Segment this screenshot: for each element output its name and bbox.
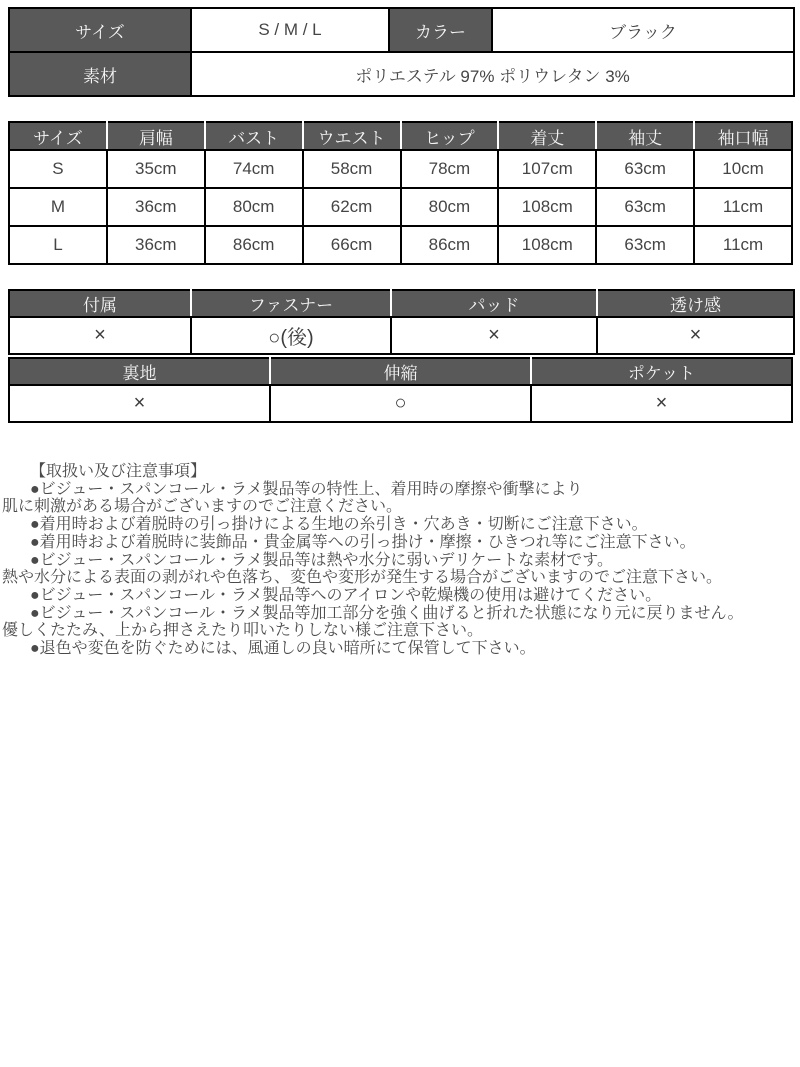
meas-cell: 80cm (205, 188, 303, 226)
header-sheerness: 透け感 (597, 290, 794, 317)
meas-cell: 66cm (303, 226, 401, 264)
meas-cell: 63cm (596, 226, 694, 264)
meas-cell: 74cm (205, 150, 303, 188)
spec-size-value: S / M / L (191, 8, 389, 52)
value-lining: × (9, 385, 270, 422)
care-notes (2, 463, 793, 658)
size-label: L (9, 226, 107, 264)
size-label: S (9, 150, 107, 188)
meas-cell: 35cm (107, 150, 205, 188)
spec-table (8, 7, 795, 97)
header-shoulder-width: 肩幅 (107, 122, 205, 150)
spec-row-material (9, 52, 794, 96)
meas-cell: 108cm (498, 188, 596, 226)
header-size: サイズ (9, 122, 107, 150)
header-hip: ヒップ (401, 122, 499, 150)
note-line: ●ビジュー・スパンコール・ラメ製品等は熱や水分に弱いデリケートな素材です。 (30, 551, 613, 569)
features-table-a (8, 289, 795, 355)
spec-size-label: サイズ (9, 8, 191, 52)
spec-row-size-color (9, 8, 794, 52)
header-pads: パッド (391, 290, 597, 317)
meas-cell: 86cm (401, 226, 499, 264)
meas-cell: 62cm (303, 188, 401, 226)
value-pockets: × (531, 385, 792, 422)
features-a-value-row (9, 317, 794, 354)
meas-cell: 36cm (107, 188, 205, 226)
value-fastener: ○(後) (191, 317, 391, 354)
meas-cell: 63cm (596, 150, 694, 188)
meas-cell: 36cm (107, 226, 205, 264)
header-lining: 裏地 (9, 358, 270, 385)
note-line-cont: 優しくたたみ、上から押さえたり叩いたりしない様ご注意下さい。 (2, 622, 483, 640)
meas-cell: 11cm (694, 226, 792, 264)
note-line: ●着用時および着脱時の引っ掛けによる生地の糸引き・穴あき・切断にご注意下さい。 (30, 516, 648, 534)
meas-cell: 80cm (401, 188, 499, 226)
note-line-cont: 熱や水分による表面の剥がれや色落ち、変色や変形が発生する場合がございますのでご注意下さい。 (2, 569, 723, 587)
value-accessories: × (9, 317, 191, 354)
features-b-header-row (9, 358, 792, 385)
features-table-b (8, 357, 793, 423)
header-fastener: ファスナー (191, 290, 391, 317)
features-a-header-row (9, 290, 794, 317)
measurements-table (8, 121, 793, 265)
note-line: ●着用時および着脱時に装飾品・貴金属等への引っ掛け・摩擦・ひきつれ等にご注意下さい。 (30, 533, 696, 551)
meas-cell: 108cm (498, 226, 596, 264)
features-b-value-row (9, 385, 792, 422)
spec-color-value: ブラック (492, 8, 794, 52)
spec-material-label: 素材 (9, 52, 191, 96)
measurements-header-row (9, 122, 792, 150)
header-cuff-width: 袖口幅 (694, 122, 792, 150)
value-stretch: ○ (270, 385, 531, 422)
notes-title: 【取扱い及び注意事項】 (30, 463, 207, 480)
meas-cell: 11cm (694, 188, 792, 226)
header-body-length: 着丈 (498, 122, 596, 150)
value-pads: × (391, 317, 597, 354)
header-accessories: 付属 (9, 290, 191, 317)
note-line: ●退色や変色を防ぐためには、風通しの良い暗所にて保管して下さい。 (30, 640, 536, 658)
header-bust: バスト (205, 122, 303, 150)
meas-cell: 78cm (401, 150, 499, 188)
meas-cell: 63cm (596, 188, 694, 226)
header-stretch: 伸縮 (270, 358, 531, 385)
size-row-s (9, 150, 792, 188)
spec-material-value: ポリエステル 97% ポリウレタン 3% (191, 52, 794, 96)
spec-color-label: カラー (389, 8, 492, 52)
meas-cell: 107cm (498, 150, 596, 188)
meas-cell: 86cm (205, 226, 303, 264)
note-line-cont: 肌に刺激がある場合がございますのでご注意ください。 (2, 498, 403, 516)
note-line: ●ビジュー・スパンコール・ラメ製品等へのアイロンや乾燥機の使用は避けてください。 (30, 586, 662, 604)
size-label: M (9, 188, 107, 226)
note-line: ●ビジュー・スパンコール・ラメ製品等加工部分を強く曲げると折れた状態になり元に戻りません。 (30, 604, 744, 622)
value-sheerness: × (597, 317, 794, 354)
meas-cell: 58cm (303, 150, 401, 188)
size-row-m (9, 188, 792, 226)
meas-cell: 10cm (694, 150, 792, 188)
size-row-l (9, 226, 792, 264)
note-line: ●ビジュー・スパンコール・ラメ製品等の特性上、着用時の摩擦や衝撃により (30, 480, 583, 498)
header-waist: ウエスト (303, 122, 401, 150)
header-pockets: ポケット (531, 358, 792, 385)
header-sleeve-length: 袖丈 (596, 122, 694, 150)
